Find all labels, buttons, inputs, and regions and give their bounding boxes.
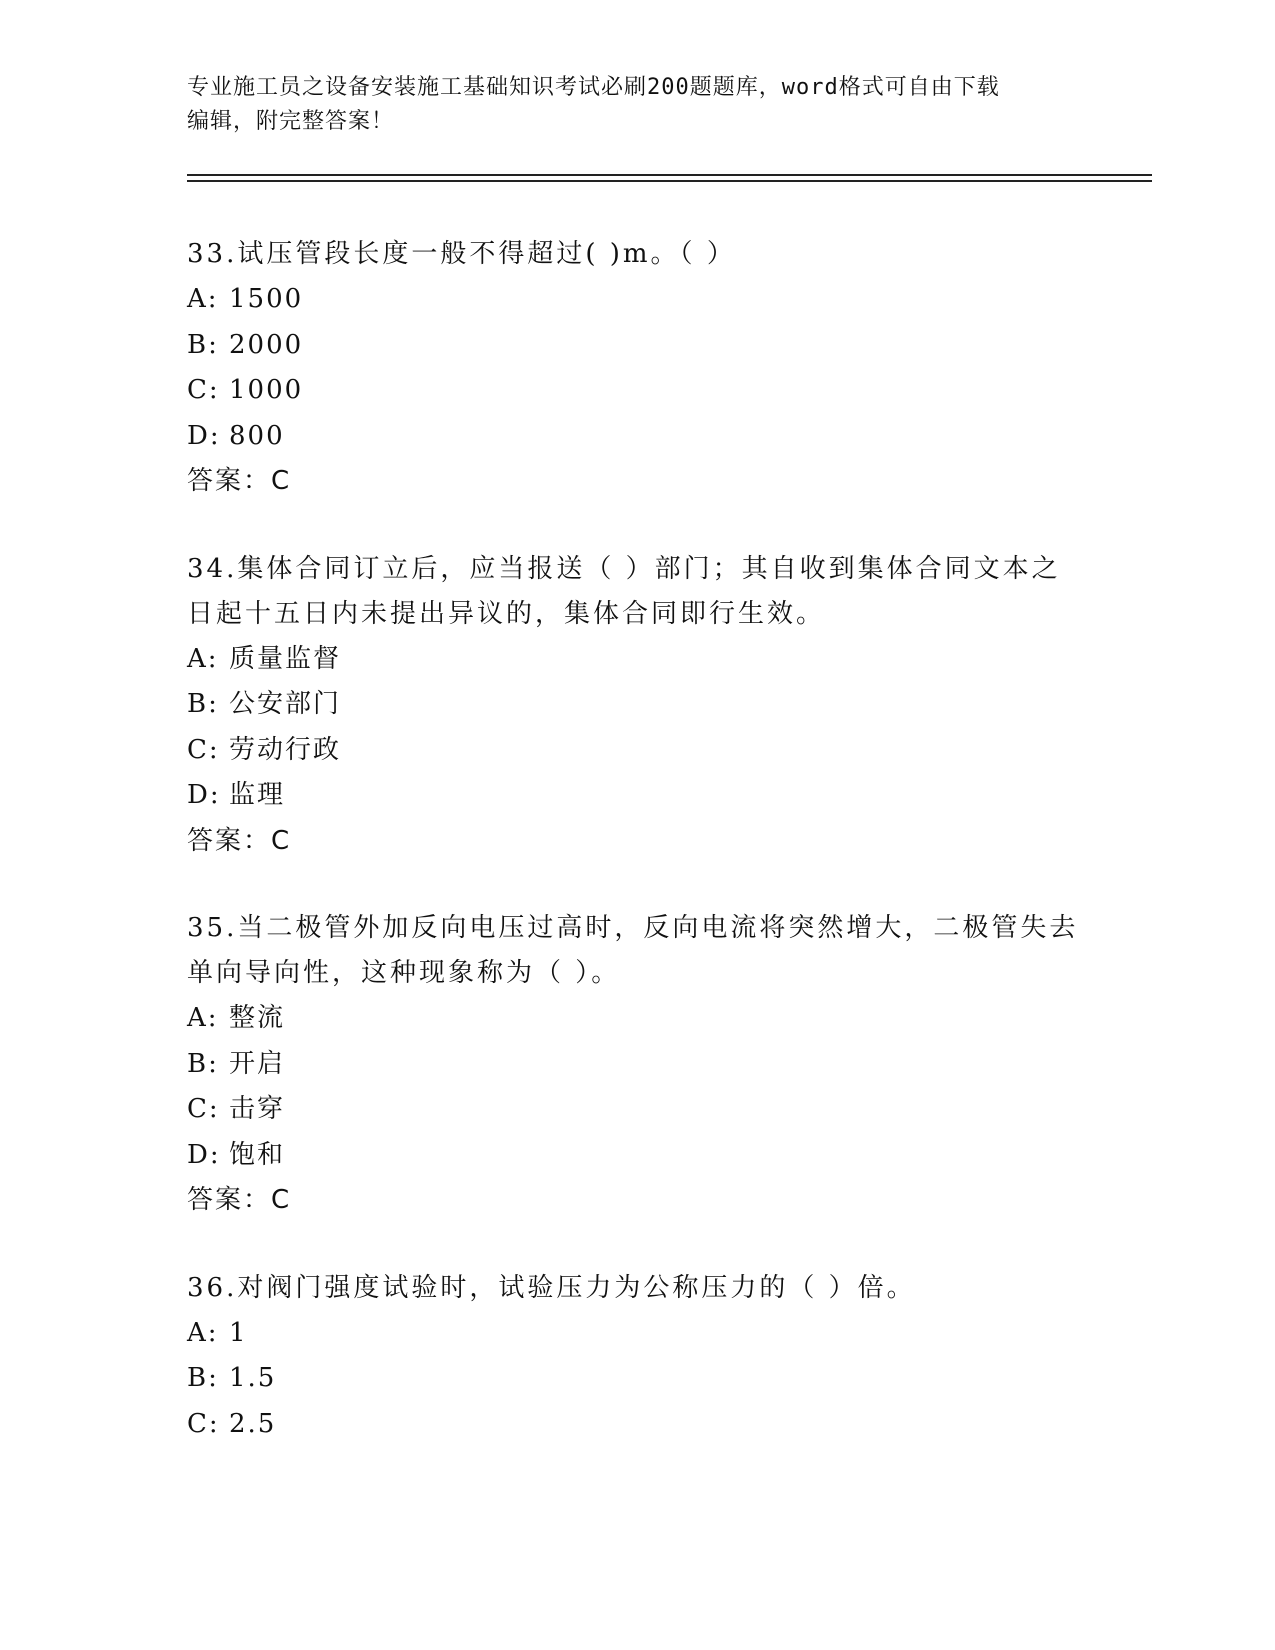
option-value: 整流: [229, 1003, 286, 1033]
option-key: A:: [187, 1317, 219, 1348]
option-value: 1000: [229, 375, 304, 405]
option-value: 公安部门: [229, 689, 342, 719]
question-text: 34.集体合同订立后，应当报送（ ）部门；其自收到集体合同文本之日起十五日内未提出异议的，集体合同即行生效。: [187, 553, 1061, 629]
option-value: 1500: [229, 284, 304, 314]
header-divider-bottom: [187, 180, 1152, 182]
answer-line: 答案：C: [187, 825, 292, 856]
option-c: [187, 368, 1087, 414]
option-c: [187, 1087, 1087, 1133]
question-35: [187, 906, 1087, 1224]
option-b: [187, 323, 1087, 369]
option-a: [187, 996, 1087, 1042]
option-d: [187, 414, 1087, 460]
option-value: 击穿: [229, 1094, 286, 1124]
answer-line: 答案：C: [187, 1185, 292, 1215]
option-a: [187, 277, 1087, 323]
option-b: [187, 1356, 1087, 1402]
option-value: 开启: [229, 1048, 286, 1079]
option-a: [187, 637, 1087, 683]
option-key: C:: [187, 1408, 220, 1439]
question-36: [187, 1266, 1087, 1448]
option-a: [187, 1311, 1087, 1357]
option-key: A:: [187, 284, 219, 314]
option-key: A:: [187, 643, 219, 674]
question-33: [187, 232, 1087, 505]
option-key: C:: [187, 734, 220, 765]
option-key: D:: [187, 420, 221, 451]
question-34: [187, 547, 1087, 865]
option-value: 1.5: [229, 1363, 277, 1393]
option-key: A:: [187, 1003, 219, 1033]
question-text: 36.对阀门强度试验时，试验压力为公称压力的（ ）倍。: [187, 1272, 916, 1303]
option-value: 饱和: [229, 1139, 286, 1170]
header-line-2: 编辑，附完整答案！: [187, 109, 395, 134]
option-value: 监理: [229, 780, 286, 810]
answer-line: 答案：C: [187, 466, 292, 496]
option-value: 1: [229, 1317, 248, 1348]
option-value: 2000: [229, 329, 304, 360]
question-text: 35.当二极管外加反向电压过高时，反向电流将突然增大，二极管失去单向导向性，这种现象称为（ ）。: [187, 913, 1079, 988]
option-c: [187, 728, 1087, 774]
option-key: D:: [187, 780, 221, 810]
option-key: B:: [187, 1363, 219, 1393]
document-header: [187, 71, 1077, 139]
option-b: [187, 682, 1087, 728]
option-key: C:: [187, 1094, 220, 1124]
question-list: [187, 232, 1087, 1489]
option-key: D:: [187, 1139, 221, 1170]
option-value: 800: [229, 420, 285, 451]
option-key: C:: [187, 375, 220, 405]
header-divider-top: [187, 174, 1152, 176]
option-key: B:: [187, 1048, 219, 1079]
option-value: 劳动行政: [229, 734, 342, 765]
option-d: [187, 1133, 1087, 1179]
option-d: [187, 773, 1087, 819]
question-text: 33.试压管段长度一般不得超过( )m。（ ）: [187, 239, 736, 269]
option-b: [187, 1042, 1087, 1088]
option-key: B:: [187, 689, 219, 719]
option-value: 质量监督: [229, 643, 342, 674]
option-value: 2.5: [229, 1408, 277, 1439]
header-line-1: 专业施工员之设备安装施工基础知识考试必刷200题题库，word格式可自由下载: [187, 75, 1000, 100]
option-c: [187, 1402, 1087, 1448]
option-key: B:: [187, 329, 219, 360]
